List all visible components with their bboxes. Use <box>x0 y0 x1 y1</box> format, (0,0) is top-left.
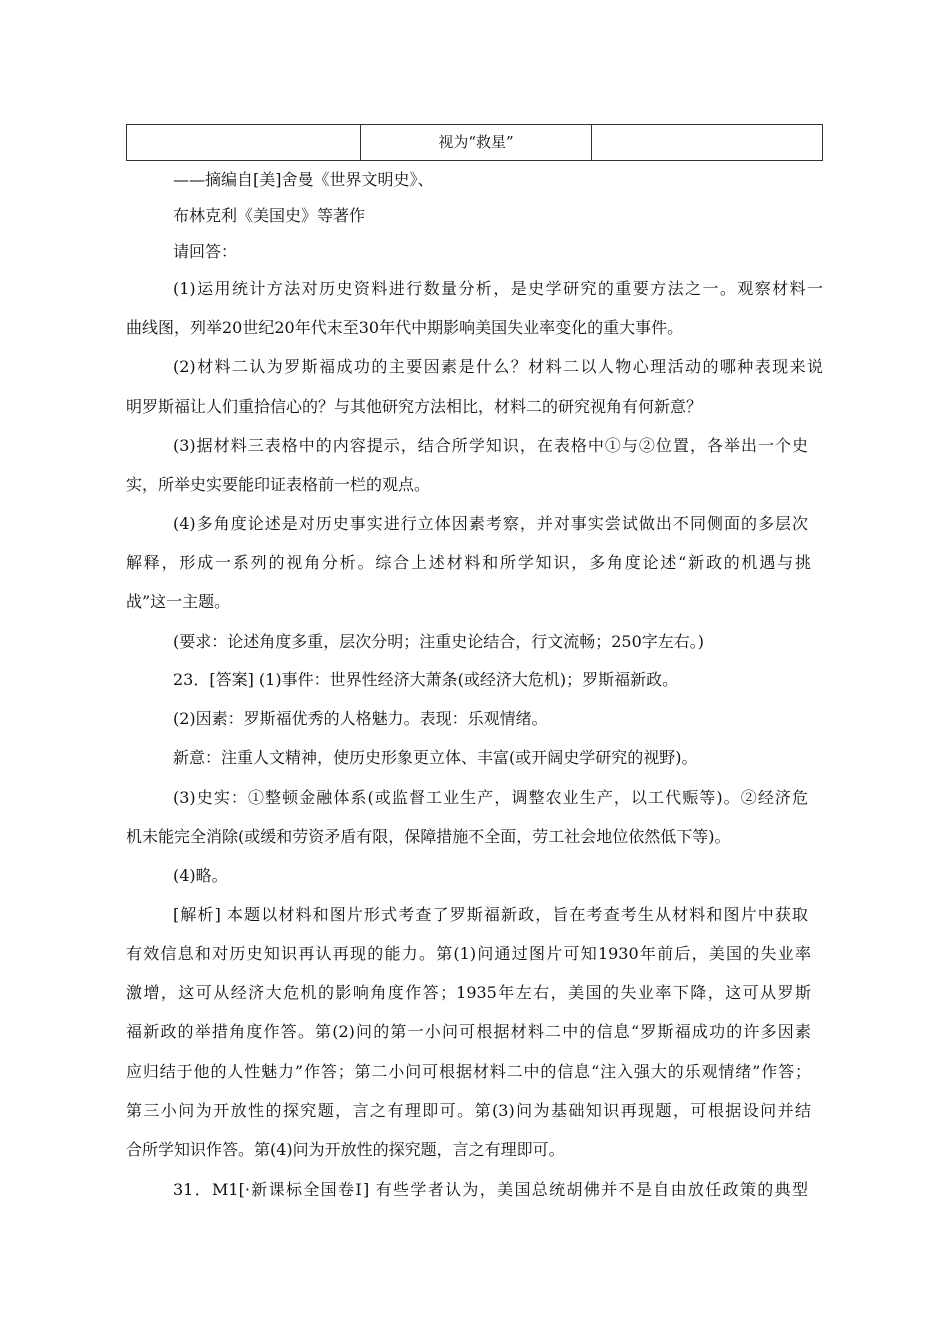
answer-2b: 新意：注重人文精神，使历史形象更立体、丰富(或开阔史学研究的视野)。 <box>173 748 698 767</box>
question-3: 实，所举史实要能印证表格前一栏的观点。 <box>126 475 431 494</box>
requirement: (要求：论述角度多重，层次分明；注重史论结合，行文流畅；250字左右。) <box>173 632 705 651</box>
question-2: (2)材料二认为罗斯福成功的主要因素是什么？材料二以人物心理活动的哪种表现来说 <box>173 357 823 376</box>
analysis-line: 合所学知识作答。第(4)问为开放性的探究题，言之有理即可。 <box>126 1140 565 1159</box>
table-cell: 视为“救星” <box>361 125 592 161</box>
table-cell <box>592 125 823 161</box>
analysis-line: 第三小问为开放性的探究题，言之有理即可。第(3)问为基础知识再现题，可根据设问并结 <box>126 1101 811 1120</box>
question-3: (3)据材料三表格中的内容提示，结合所学知识，在表格中①与②位置，各举出一个史 <box>173 436 808 455</box>
question-4: 解释，形成一系列的视角分析。综合上述材料和所学知识，多角度论述“新政的机遇与挑 <box>126 553 811 572</box>
analysis-line: 应归结于他的人性魅力”作答；第二小问可根据材料二中的信息“注入强大的乐观情绪”作答； <box>126 1062 811 1081</box>
source-line: ——摘编自[美]舍曼《世界文明史》、 <box>173 170 434 189</box>
analysis-line: [解析] 本题以材料和图片形式考查了罗斯福新政，旨在考查考生从材料和图片中获取 <box>173 905 808 924</box>
question-4: (4)多角度论述是对历史事实进行立体因素考察，并对事实尝试做出不同侧面的多层次 <box>173 514 808 533</box>
answer-3: (3)史实：①整顿金融体系(或监督工业生产，调整农业生产，以工代赈等)。②经济危 <box>173 788 808 807</box>
question-1: (1)运用统计方法对历史资料进行数量分析，是史学研究的重要方法之一。观察材料一 <box>173 279 823 298</box>
prompt: 请回答： <box>173 242 238 261</box>
question-4: 战”这一主题。 <box>126 592 231 611</box>
analysis-line: 有效信息和对历史知识再认再现的能力。第(1)问通过图片可知1930年前后，美国的失业率 <box>126 944 811 963</box>
question-2: 明罗斯福让人们重拾信心的？与其他研究方法相比，材料二的研究视角有何新意？ <box>126 397 703 416</box>
source-line: 布林克利《美国史》等著作 <box>173 206 366 225</box>
answer-2: (2)因素：罗斯福优秀的人格魅力。表现：乐观情绪。 <box>173 709 548 728</box>
answer-1: 23．[答案] (1)事件：世界性经济大萧条(或经济大危机)；罗斯福新政。 <box>173 670 679 689</box>
analysis-line: 激增，这可从经济大危机的影响角度作答；1935年左右，美国的失业率下降，这可从罗斯 <box>126 983 811 1002</box>
material-table-fragment <box>126 124 823 161</box>
answer-3: 机未能完全消除(或缓和劳资矛盾有限，保障措施不全面，劳工社会地位依然低下等)。 <box>126 827 731 846</box>
analysis-line: 福新政的举措角度作答。第(2)问的第一小问可根据材料二中的信息“罗斯福成功的许多因素 <box>126 1022 811 1041</box>
table-cell <box>127 125 361 161</box>
next-question: 31．M1[·新课标全国卷Ⅰ] 有些学者认为，美国总统胡佛并不是自由放任政策的典型 <box>173 1180 808 1199</box>
question-1: 曲线图，列举20世纪20年代末至30年代中期影响美国失业率变化的重大事件。 <box>126 318 684 337</box>
answer-4: (4)略。 <box>173 866 228 885</box>
